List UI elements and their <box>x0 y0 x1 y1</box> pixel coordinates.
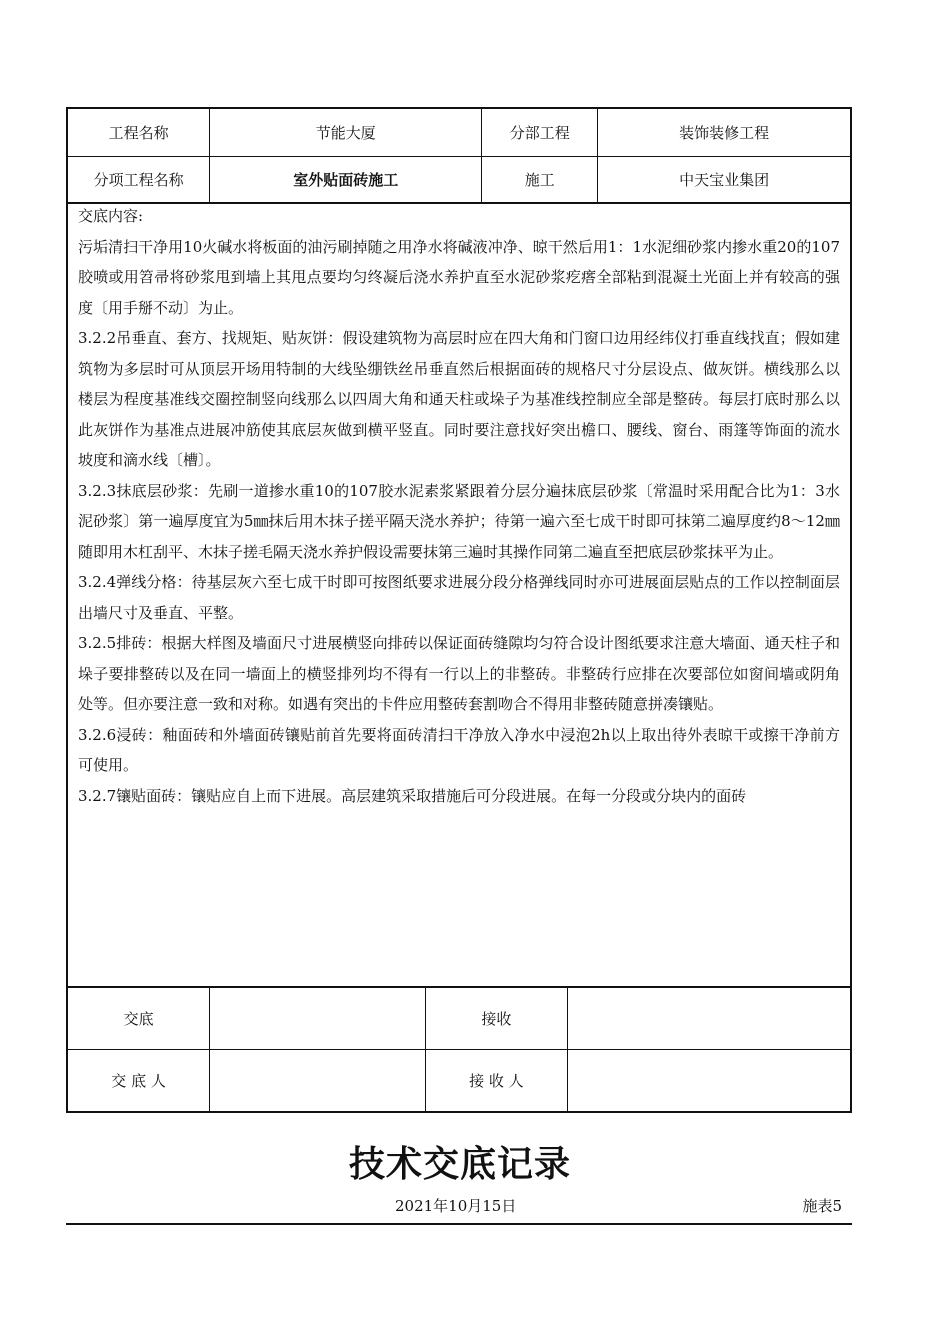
footer-divider <box>66 1223 852 1225</box>
subitem-value: 室外贴面砖施工 <box>210 157 482 204</box>
content-paragraph: 3.2.2吊垂直、套方、找规矩、贴灰饼：假设建筑物为高层时应在四大角和门窗口边用经纬仪打垂直线找直；假如建筑物为多层时可从顶层开场用特制的大线坠绷铁丝吊垂直然后根据面砖的规格尺寸分层设点、做灰饼。横线那么以楼层为程度基准线交圈控制竖向线那么以四周大角和通天柱或垛子为基准线控制应全部是整砖。每层打底时那么以此灰饼作为基准点进展冲筋使其底层灰做到横平竖直。同时要注意找好突出檐口、腰线、窗台、雨篷等饰面的流水坡度和滴水线〔槽〕。 <box>78 329 840 469</box>
receive-person-field[interactable] <box>568 1050 851 1113</box>
receive-person-label: 接 收 人 <box>425 1050 568 1113</box>
signature-row-1 <box>67 987 851 1050</box>
content-paragraph: 3.2.3抹底层砂浆：先刷一道掺水重10的107胶水泥素浆紧跟着分层分遍抹底层砂浆〔常温时采用配合比为1：3水泥砂浆〕第一遍厚度宜为5㎜抹后用木抹子搓平隔天浇水养护；待第一遍六至七成干时即可抹第二遍厚度约8～12㎜随即用木杠刮平、木抹子搓毛隔天浇水养护假设需要抹第三遍时其操作同第二遍直至把底层砂浆抹平为止。 <box>78 481 840 561</box>
subitem-label: 分项工程名称 <box>67 157 210 204</box>
project-name-label: 工程名称 <box>67 108 210 157</box>
project-name-value: 节能大厦 <box>210 108 482 157</box>
header-table <box>66 107 852 204</box>
division-value: 装饰装修工程 <box>598 108 851 157</box>
content-paragraph: 3.2.5排砖：根据大样图及墙面尺寸进展横竖向排砖以保证面砖缝隙均匀符合设计图纸要求注意大墙面、通天柱子和垛子要排整砖以及在同一墙面上的横竖排列均不得有一行以上的非整砖。非整砖行应排在次要部位如窗间墙或阴角处等。但亦要注意一致和对称。如遇有突出的卡件应用整砖套割吻合不得用非整砖随意拼凑镶贴。 <box>78 634 840 713</box>
receive-field[interactable] <box>568 987 851 1050</box>
header-row-1 <box>67 108 851 157</box>
content-paragraph: 污垢清扫干净用10火碱水将板面的油污刷掉随之用净水将碱液冲净、晾干然后用1：1水泥细砂浆内掺水重20的107胶喷或用笤帚将砂浆甩到墙上其甩点要均匀终凝后浇水养护直至水泥砂浆疙瘩全部粘到混凝土光面上并有较高的强度〔用手掰不动〕为止。 <box>78 237 840 317</box>
content-heading: 交底内容: <box>78 207 144 225</box>
form-number: 施表5 <box>802 1197 842 1215</box>
content-paragraph: 3.2.7镶贴面砖：镶贴应自上而下进展。高层建筑采取措施后可分段进展。在每一分段或分块内的面砖 <box>78 786 747 805</box>
division-label: 分部工程 <box>482 108 598 157</box>
content-area <box>66 193 852 986</box>
content-paragraph: 3.2.6浸砖：釉面砖和外墙面砖镶贴前首先要将面砖清扫干净放入净水中浸泡2h以上取出待外表晾干或擦干净前方可使用。 <box>78 725 840 774</box>
content-paragraph: 3.2.4弹线分格：待基层灰六至七成干时即可按图纸要求进展分段分格弹线同时亦可进展面层贴点的工作以控制面层出墙尺寸及垂直、平整。 <box>78 573 840 622</box>
handover-field[interactable] <box>210 987 425 1050</box>
handover-person-field[interactable] <box>210 1050 425 1113</box>
document-title: 技术交底记录 <box>348 1144 571 1185</box>
construction-value: 中天宝业集团 <box>598 157 851 204</box>
handover-person-label: 交 底 人 <box>67 1050 210 1113</box>
signature-table <box>66 986 852 1113</box>
construction-label: 施工 <box>482 157 598 204</box>
receive-label: 接收 <box>425 987 568 1050</box>
document-date: 2021年10月15日 <box>395 1197 517 1215</box>
handover-label: 交底 <box>67 987 210 1050</box>
signature-row-2 <box>67 1050 851 1113</box>
